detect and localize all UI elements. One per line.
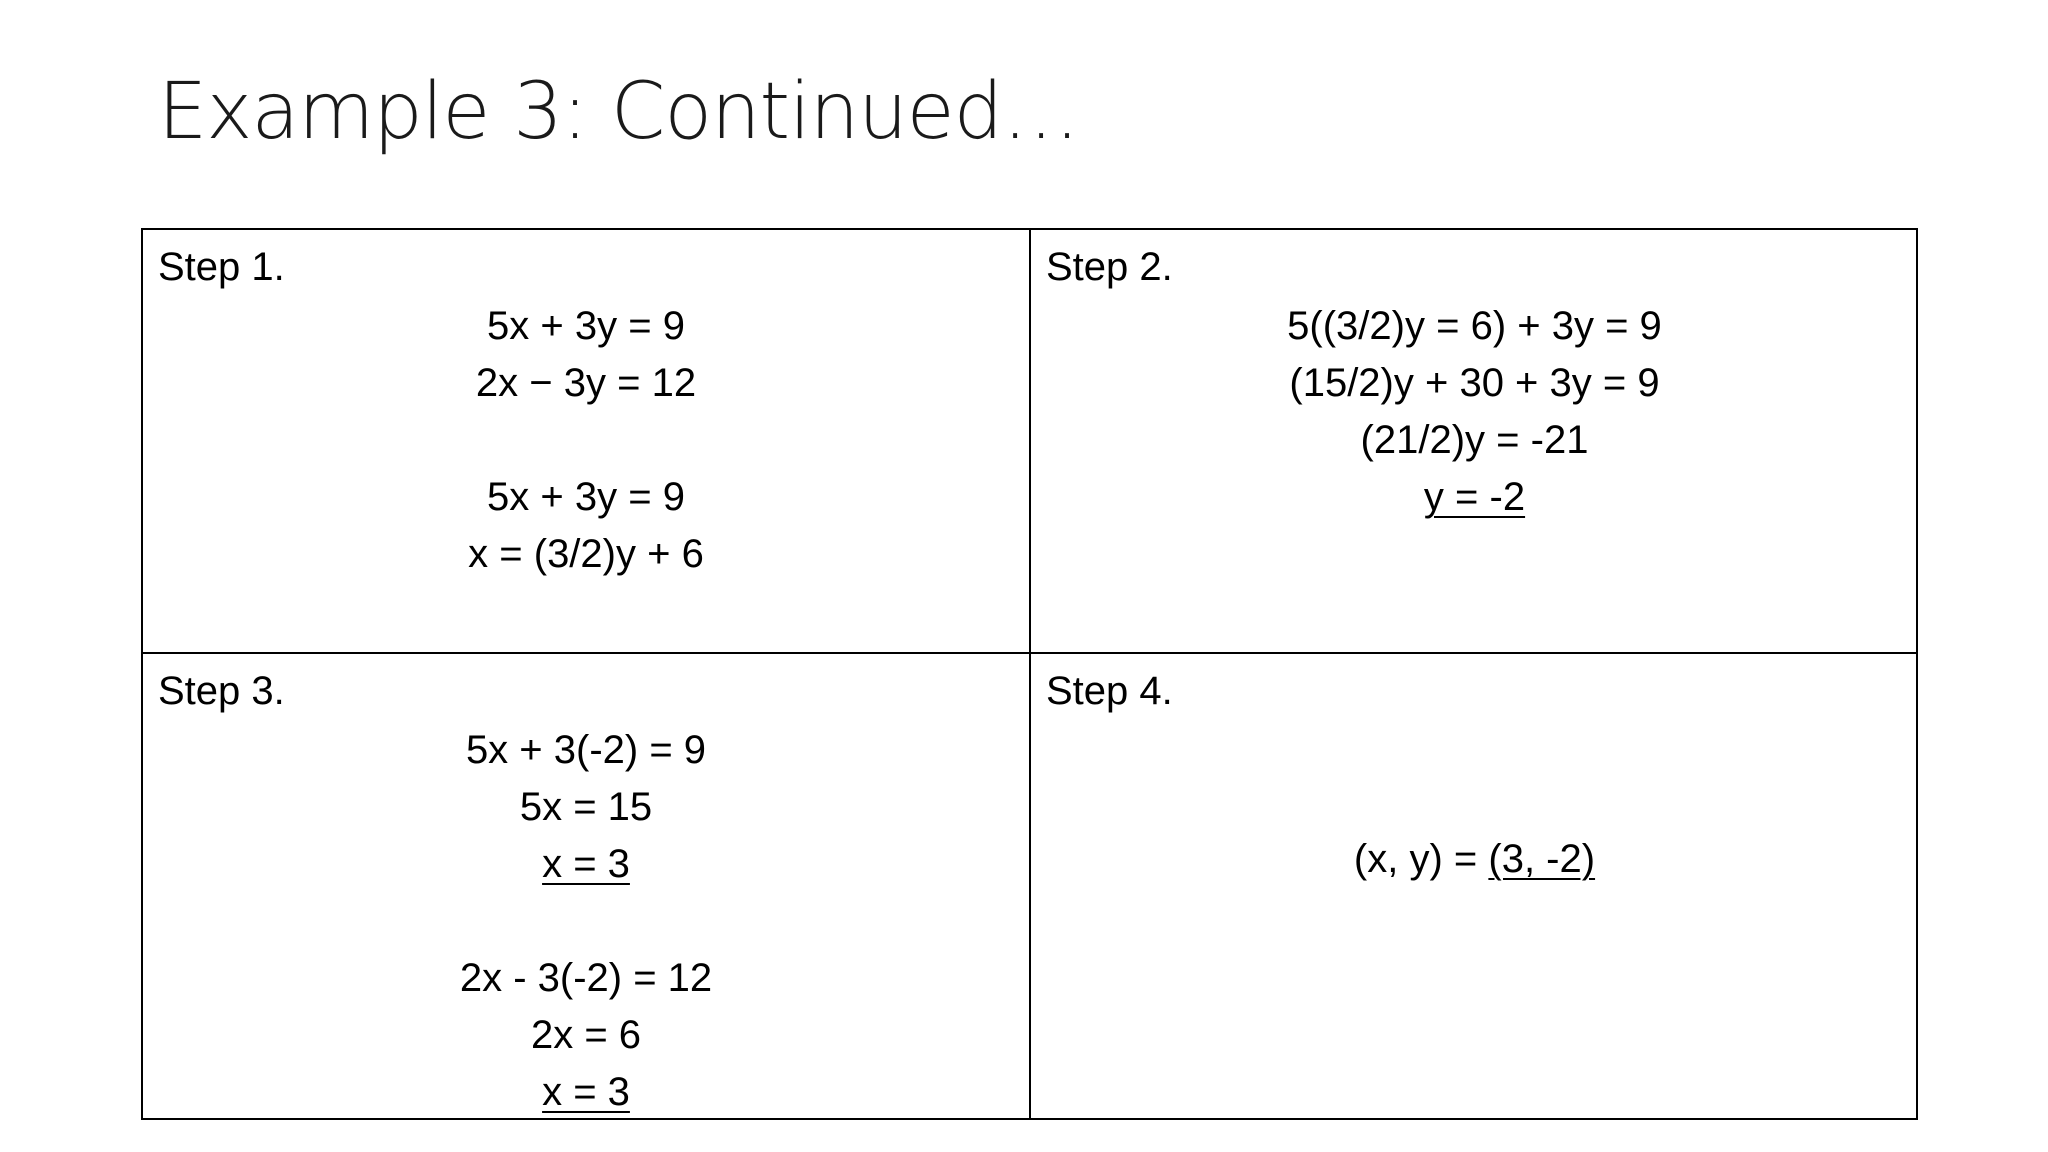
- equation-line: 2x = 6: [530, 1013, 642, 1057]
- equation-result: [143, 836, 1029, 893]
- equation-line: (15/2)y + 30 + 3y = 9: [1289, 361, 1660, 405]
- step-3-cell: [143, 654, 1031, 1118]
- equation-result: [1031, 469, 1918, 526]
- equation-line: 2x - 3(-2) = 12: [459, 956, 713, 1000]
- blank-line: [143, 412, 1029, 469]
- step-1-equations: [143, 298, 1029, 583]
- equation-result: [143, 1064, 1029, 1121]
- step-2-heading: Step 2.: [1046, 245, 1173, 289]
- underlined-result: x = 3: [542, 1070, 630, 1114]
- underlined-result: x = 3: [542, 842, 630, 886]
- equation-line: 5x + 3y = 9: [487, 304, 685, 348]
- equation-line: 2x − 3y = 12: [475, 361, 697, 405]
- step-4-cell: [1031, 654, 1918, 1118]
- equation-line: 5x + 3y = 9: [487, 475, 685, 519]
- equation-line: 5((3/2)y = 6) + 3y = 9: [1287, 304, 1662, 348]
- step-2-cell: [1031, 230, 1918, 654]
- underlined-result: y = -2: [1423, 475, 1526, 519]
- answer-prefix: (x, y) =: [1353, 837, 1489, 881]
- steps-table: [141, 228, 1918, 1120]
- step-4-heading: Step 4.: [1046, 669, 1173, 713]
- equation-line: (21/2)y = -21: [1360, 418, 1589, 462]
- equation-line: x = (3/2)y + 6: [468, 532, 704, 576]
- step-1-cell: [143, 230, 1031, 654]
- step-3-heading: Step 3.: [158, 669, 285, 713]
- step-3-equations: [143, 722, 1029, 1121]
- step-1-heading: Step 1.: [158, 245, 285, 289]
- equation-line: 5x + 3(-2) = 9: [465, 728, 707, 772]
- blank-line: [143, 893, 1029, 950]
- answer-value: (3, -2): [1488, 837, 1596, 881]
- step-2-equations: [1031, 298, 1918, 526]
- final-answer: [1031, 831, 1918, 888]
- slide-title: Example 3: Continued…: [158, 67, 1080, 157]
- equation-line: 5x = 15: [519, 785, 653, 829]
